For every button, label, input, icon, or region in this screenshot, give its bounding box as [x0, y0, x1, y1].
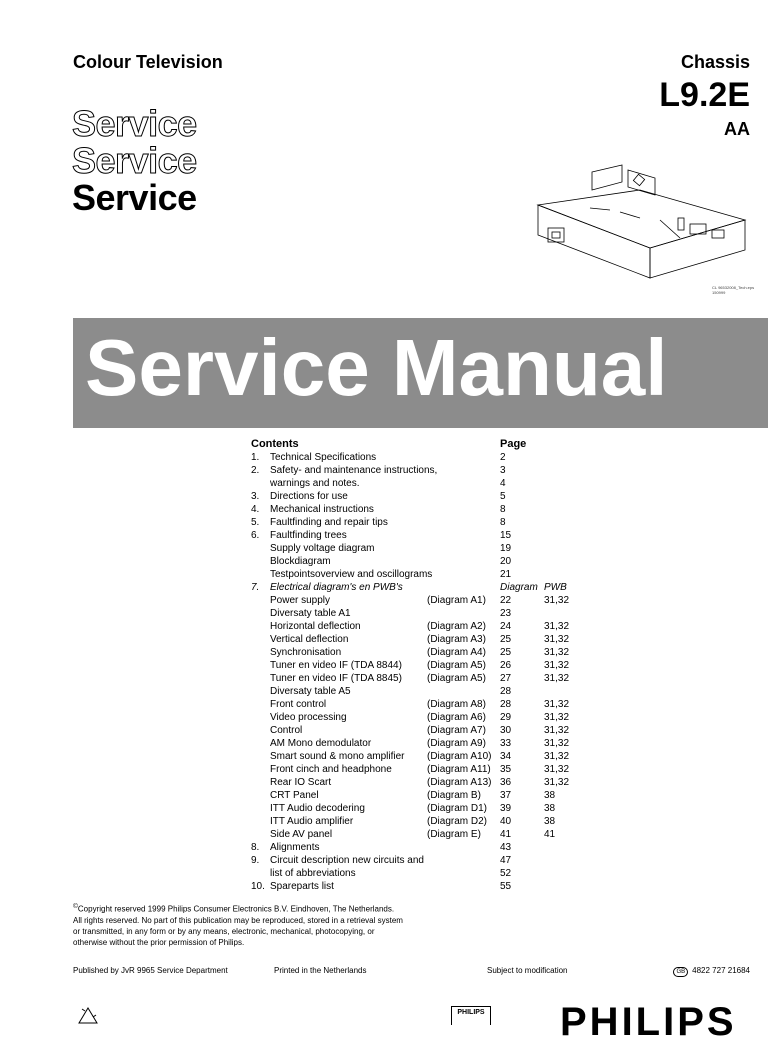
contents-title: Technical Specifications	[270, 452, 377, 463]
contents-diagram: (Diagram A6)	[427, 712, 486, 723]
contents-page: 8	[500, 517, 506, 528]
contents-number: 10.	[251, 881, 265, 892]
chassis-illustration	[530, 160, 760, 280]
page-heading: Page	[500, 438, 527, 450]
document-code	[673, 966, 750, 977]
contents-row	[251, 828, 581, 841]
contents-pwb: 31,32	[544, 764, 570, 775]
contents-number: 3.	[251, 491, 260, 502]
contents-pwb: 38	[544, 816, 556, 827]
contents-row	[251, 633, 581, 646]
contents-page: 22	[500, 595, 512, 606]
contents-pwb: 31,32	[544, 660, 570, 671]
contents-title: Diversaty table A5	[270, 686, 351, 697]
contents-row	[251, 542, 581, 555]
contents-page: 2	[500, 452, 506, 463]
contents-pwb: 31,32	[544, 699, 570, 710]
contents-title: Spareparts list	[270, 881, 334, 892]
contents-row	[251, 776, 581, 789]
contents-row	[251, 750, 581, 763]
illustration-code: CL 96532008_Tech.eps 150999	[712, 285, 755, 295]
contents-page: 55	[500, 881, 512, 892]
contents-title: Front cinch and headphone	[270, 764, 392, 775]
contents-row	[251, 503, 581, 516]
contents-pwb: 31,32	[544, 738, 570, 749]
contents-diagram: (Diagram A4)	[427, 647, 486, 658]
contents-row	[251, 685, 581, 698]
contents-row	[251, 529, 581, 542]
contents-title: Front control	[270, 699, 327, 710]
contents-header-row	[251, 437, 581, 451]
contents-row	[251, 672, 581, 685]
contents-page: 40	[500, 816, 512, 827]
contents-title: ITT Audio decodering	[270, 803, 365, 814]
contents-number: 5.	[251, 517, 260, 528]
contents-row	[251, 477, 581, 490]
contents-title: Synchronisation	[270, 647, 342, 658]
contents-page: 25	[500, 634, 512, 645]
recycle-icon	[73, 1005, 103, 1025]
contents-row	[251, 555, 581, 568]
contents-row	[251, 867, 581, 880]
contents-title: Directions for use	[270, 491, 348, 502]
contents-diagram: (Diagram A5)	[427, 673, 486, 684]
contents-page: 28	[500, 686, 512, 697]
contents-pwb: 38	[544, 803, 556, 814]
service-logo-line-1: Service	[72, 103, 197, 144]
contents-row	[251, 815, 581, 828]
contents-title: Rear IO Scart	[270, 777, 332, 788]
contents-title: Alignments	[270, 842, 320, 853]
contents-pwb: 38	[544, 790, 556, 801]
contents-page: 47	[500, 855, 512, 866]
contents-title: Video processing	[270, 712, 347, 723]
chassis-label: Chassis	[680, 52, 750, 72]
contents-title: warnings and notes.	[270, 478, 360, 489]
contents-row	[251, 581, 581, 594]
contents-row	[251, 659, 581, 672]
contents-title: Power supply	[270, 595, 331, 606]
contents-pwb: 31,32	[544, 621, 570, 632]
contents-row	[251, 646, 581, 659]
contents-diagram: (Diagram A9)	[427, 738, 486, 749]
printed-in: Printed in the Netherlands	[274, 966, 367, 975]
contents-page: 25	[500, 647, 512, 658]
contents-diagram: (Diagram A1)	[427, 595, 486, 606]
document-category: Colour Television	[73, 52, 223, 72]
contents-page: 29	[500, 712, 512, 723]
contents-number: 7.	[251, 582, 260, 593]
contents-title: Blockdiagram	[270, 556, 331, 567]
contents-pwb: 31,32	[544, 712, 570, 723]
contents-diagram: (Diagram A3)	[427, 634, 486, 645]
service-logo-line-2: Service	[72, 140, 197, 181]
contents-page: 28	[500, 699, 512, 710]
contents-page: 21	[500, 569, 512, 580]
code-number: 4822 727 21684	[692, 966, 750, 975]
language-badge: GB	[673, 967, 688, 977]
contents-number: 9.	[251, 855, 260, 866]
service-logo-line-3: Service	[72, 177, 197, 218]
contents-page: 34	[500, 751, 512, 762]
table-of-contents	[251, 437, 581, 893]
contents-row	[251, 490, 581, 503]
contents-page: 5	[500, 491, 506, 502]
contents-row	[251, 724, 581, 737]
contents-rows	[251, 451, 581, 893]
contents-page: 26	[500, 660, 512, 671]
contents-heading: Contents	[251, 438, 299, 450]
philips-shield-logo: PHILIPS	[451, 1006, 491, 1025]
contents-page: 24	[500, 621, 512, 632]
contents-pwb: 31,32	[544, 751, 570, 762]
contents-pwb: 41	[544, 829, 556, 840]
contents-diagram: (Diagram A11)	[427, 764, 491, 775]
chassis-variant: AA	[724, 119, 750, 139]
philips-brand-wordmark: PHILIPS	[560, 1000, 737, 1044]
contents-pwb: 31,32	[544, 725, 570, 736]
contents-title: Circuit description new circuits and	[270, 855, 424, 866]
contents-page: 37	[500, 790, 512, 801]
contents-title: Vertical deflection	[270, 634, 349, 645]
contents-title: Side AV panel	[270, 829, 333, 840]
copyright-text: Copyright reserved 1999 Philips Consumer Electronics B.V. Eindhoven, The Netherlands. All rights reserved. No part of this publication may be reproduced, stored in a retrieval system or transmitted, in any form or by any means, electronic, mechanical, photocopying, or otherwise without the prior permission of Philips.	[73, 904, 403, 947]
contents-pwb: 31,32	[544, 673, 570, 684]
contents-diagram: (Diagram A7)	[427, 725, 486, 736]
contents-row	[251, 802, 581, 815]
contents-number: 2.	[251, 465, 260, 476]
banner-title: Service Manual	[85, 323, 668, 412]
contents-page: 52	[500, 868, 512, 879]
contents-row	[251, 464, 581, 477]
contents-title: Diversaty table A1	[270, 608, 351, 619]
published-by: Published by JvR 9965 Service Department	[73, 966, 228, 975]
contents-diagram: (Diagram A5)	[427, 660, 486, 671]
contents-page: 4	[500, 478, 506, 489]
contents-title: Faultfinding trees	[270, 530, 347, 541]
contents-title: Control	[270, 725, 303, 736]
contents-page: 30	[500, 725, 512, 736]
contents-page: 27	[500, 673, 512, 684]
contents-diagram: (Diagram A8)	[427, 699, 486, 710]
contents-row	[251, 698, 581, 711]
contents-page: 35	[500, 764, 512, 775]
contents-title: Faultfinding and repair tips	[270, 517, 388, 528]
contents-row	[251, 711, 581, 724]
contents-title: Tuner en video IF (TDA 8845)	[270, 673, 402, 684]
contents-diagram: (Diagram E)	[427, 829, 481, 840]
contents-diagram: (Diagram A2)	[427, 621, 486, 632]
chassis-model: L9.2E	[659, 76, 750, 114]
contents-title: Tuner en video IF (TDA 8844)	[270, 660, 402, 671]
contents-row	[251, 620, 581, 633]
contents-page: 3	[500, 465, 506, 476]
contents-row	[251, 880, 581, 893]
contents-row	[251, 516, 581, 529]
contents-row	[251, 789, 581, 802]
contents-pwb: 31,32	[544, 595, 570, 606]
contents-page: 15	[500, 530, 512, 541]
contents-page: 43	[500, 842, 512, 853]
contents-pwb: 31,32	[544, 777, 570, 788]
copyright-notice	[73, 901, 403, 948]
contents-pwb: 31,32	[544, 634, 570, 645]
contents-number: 1.	[251, 452, 260, 463]
contents-title: Electrical diagram's en PWB's	[270, 582, 403, 593]
contents-row	[251, 568, 581, 581]
contents-row	[251, 451, 581, 464]
contents-pwb: 31,32	[544, 647, 570, 658]
contents-diagram: (Diagram A13)	[427, 777, 492, 788]
contents-number: 8.	[251, 842, 260, 853]
service-manual-banner	[73, 318, 768, 428]
contents-title: CRT Panel	[270, 790, 319, 801]
contents-row	[251, 594, 581, 607]
contents-page: Diagram	[500, 582, 538, 593]
contents-page: 33	[500, 738, 512, 749]
contents-page: 23	[500, 608, 512, 619]
contents-title: Safety- and maintenance instructions,	[270, 465, 438, 476]
contents-page: 20	[500, 556, 512, 567]
contents-page: 8	[500, 504, 506, 515]
contents-pwb: PWB	[544, 582, 567, 593]
contents-page: 39	[500, 803, 512, 814]
contents-row	[251, 763, 581, 776]
contents-title: ITT Audio amplifier	[270, 816, 354, 827]
contents-row	[251, 854, 581, 867]
contents-row	[251, 607, 581, 620]
contents-title: Mechanical instructions	[270, 504, 374, 515]
contents-diagram: (Diagram B)	[427, 790, 481, 801]
contents-diagram: (Diagram D2)	[427, 816, 488, 827]
contents-page: 19	[500, 543, 512, 554]
contents-title: Horizontal deflection	[270, 621, 361, 632]
contents-page: 36	[500, 777, 512, 788]
contents-page: 41	[500, 829, 512, 840]
contents-row	[251, 841, 581, 854]
contents-diagram: (Diagram D1)	[427, 803, 488, 814]
contents-title: Smart sound & mono amplifier	[270, 751, 405, 762]
contents-number: 4.	[251, 504, 260, 515]
contents-title: list of abbreviations	[270, 868, 356, 879]
contents-diagram: (Diagram A10)	[427, 751, 492, 762]
contents-title: AM Mono demodulator	[270, 738, 372, 749]
contents-title: Testpointsoverview and oscillograms	[270, 569, 433, 580]
copyright-symbol: ©	[73, 903, 78, 910]
contents-number: 6.	[251, 530, 260, 541]
contents-title: Supply voltage diagram	[270, 543, 375, 554]
contents-row	[251, 737, 581, 750]
subject-to-modification: Subject to modification	[487, 966, 568, 975]
